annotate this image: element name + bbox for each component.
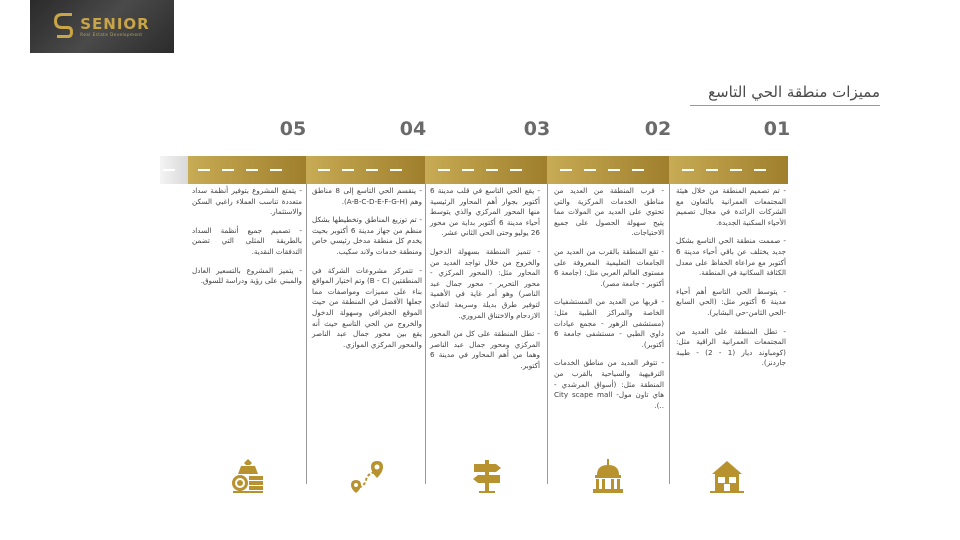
timeline-dash (486, 169, 498, 171)
timeline-dash (730, 169, 742, 171)
column-number-01: 01 (763, 118, 791, 140)
timeline-dash (706, 169, 718, 171)
column-divider (669, 184, 670, 484)
timeline-dash (754, 169, 766, 171)
timeline-dash (682, 169, 694, 171)
timeline-dash (510, 169, 522, 171)
timeline-dash (584, 169, 596, 171)
timeline-dash (366, 169, 378, 171)
column-03-paragraph-3: - تطل المنطقة على كل من المحور المركزي ومحور جمال عبد الناصر وهما من أهم المحاور في مدينة 6 أكتوبر. (430, 329, 540, 370)
column-05-paragraph-3: - يتميز المشروع بالتسعير العادل والمبني على رؤية ودراسة للسوق. (192, 265, 302, 286)
column-02-text (554, 186, 664, 419)
column-04-paragraph-1: - ينقسم الحي التاسع إلى 8 مناطق وهم (A-B-C-D-E-F-G-H). (312, 186, 422, 206)
column-number-02: 02 (644, 118, 672, 140)
column-03-paragraph-2: - تتميز المنطقة بسهولة الدخول والخروج من خلال تواجد العديد من المحاور مثل: (المحور المركزي - محور التحرير - محور جمال عبد الناصر) وهو أمر غاية في الأهمية لتوفير طرق بديلة وسريعة لتفادي الازدحام والاختناق المروري. (430, 246, 540, 320)
brand-tagline: Real Estate Development (80, 31, 143, 37)
column-04-paragraph-3: - تتمركز مشروعات الشركة في المنطقتين (B - C) وتم اختيار المواقع بناء على مميزات ومواصفات مما جعلها الأفضل في المنطقة من حيث الموقع الجغرافي وسهولة الدخول والخروج من الحي التاسع حيث أنه يقع بين محور جمال عبد الناصر والمحور المركزي الموازي. (312, 265, 422, 349)
title-underline (690, 105, 880, 106)
column-04-paragraph-2: - تم توزيع المناطق وتخطيطها بشكل منظم من جهاز مدينة 6 أكتوبر بحيث يخدم كل منطقة مدخل رئيسي خاص ومنطقة خدمات ولاند سكيب. (312, 215, 422, 256)
column-01-paragraph-3: - يتوسط الحي التاسع أهم أحياء مدينة 6 أكتوبر مثل: (الحي السابع -الحي الثامن-حي البشاير). (676, 286, 786, 317)
column-05-paragraph-2: - تصميم جميع أنظمة السداد بالطريقة المثلى التي تضمن التدفقات النقدية. (192, 225, 302, 256)
column-number-03: 03 (523, 118, 551, 140)
timeline-dash (270, 169, 282, 171)
column-01-text (676, 186, 786, 377)
brand-name: SENIOR (80, 14, 150, 33)
column-02-paragraph-3: - قربها من العديد من المستشفيات الخاصة والمراكز الطبية مثل: (مستشفى الزهور - مجمع عيادات داوي الطبي - مستشفى جامعة 6 أكتوبر). (554, 297, 664, 349)
timeline-dash (342, 169, 354, 171)
timeline-dash (560, 169, 572, 171)
column-01-paragraph-1: - تم تصميم المنطقة من خلال هيئة المجتمعات العمرانية بالتعاون مع الشركات الرائدة في مجال تصميم الأحياء السكنية الجديدة. (676, 186, 786, 227)
timeline-dash (438, 169, 450, 171)
page-title: مميزات منطقة الحي التاسع (708, 83, 880, 101)
column-number-05: 05 (279, 118, 307, 140)
column-02-paragraph-1: - قرب المنطقة من العديد من مناطق الخدمات المركزية والتي تحتوي على العديد من المولات مما يتيح سهولة الحصول على جميع الاحتياجات. (554, 186, 664, 238)
senior-logo-icon (54, 12, 76, 42)
column-divider (547, 184, 548, 484)
column-04-text (312, 186, 422, 358)
landmark-icon (591, 458, 625, 494)
column-01-paragraph-4: - تطل المنطقة على العديد من المجتمعات العمرانية الراقية مثل: (كومباوند ديار (1 - 2) - طيبة جاردنز). (676, 326, 786, 368)
timeline-dash (462, 169, 474, 171)
column-01-paragraph-2: - صممت منطقة الحي التاسع بشكل جديد يختلف عن باقي أحياء مدينة 6 أكتوبر مع مراعاة الحفاظ على معدل الكثافة السكانية في المنطقة. (676, 236, 786, 278)
signpost-icon (470, 458, 504, 494)
timeline-dash (246, 169, 258, 171)
column-03-paragraph-1: - يقع الحي التاسع في قلب مدينة 6 أكتوبر بجوار أهم المحاور الرئيسية منها المحور المركزي والذي يتوسط أحياء مدينة 6 أكتوبر بداية من محور 26 يوليو وحتى الحي الثاني عشر. (430, 186, 540, 238)
timeline-dash (632, 169, 644, 171)
column-02-paragraph-2: - تقع المنطقة بالقرب من العديد من الجامعات التعليمية المعروفة على مستوى العالم العربي مثل: (جامعة 6 أكتوبر - جامعة مصر). (554, 246, 664, 288)
column-05-paragraph-1: - يتمتع المشروع بتوفير أنظمة سداد متعددة تناسب العملاء راغبي السكن والاستثمار. (192, 186, 302, 217)
timeline-dash (163, 169, 175, 171)
column-02-paragraph-4: - تتوفر العديد من مناطق الخدمات الترفيهية والسياحية بالقرب من المنطقة مثل: (أسواق المرشدي - هاي تاون مول- City scape mall ..). (554, 358, 664, 410)
timeline-dash (318, 169, 330, 171)
timeline-dash (390, 169, 402, 171)
timeline-dash (222, 169, 234, 171)
brand-logo (30, 0, 174, 53)
column-03-text (430, 186, 540, 380)
route-icon (350, 458, 384, 494)
column-divider (425, 184, 426, 484)
timeline-dash (608, 169, 620, 171)
column-divider (306, 184, 307, 484)
money-icon (231, 458, 265, 494)
column-number-04: 04 (399, 118, 427, 140)
house-icon (710, 458, 744, 494)
timeline-dash (198, 169, 210, 171)
column-05-text (192, 186, 302, 295)
